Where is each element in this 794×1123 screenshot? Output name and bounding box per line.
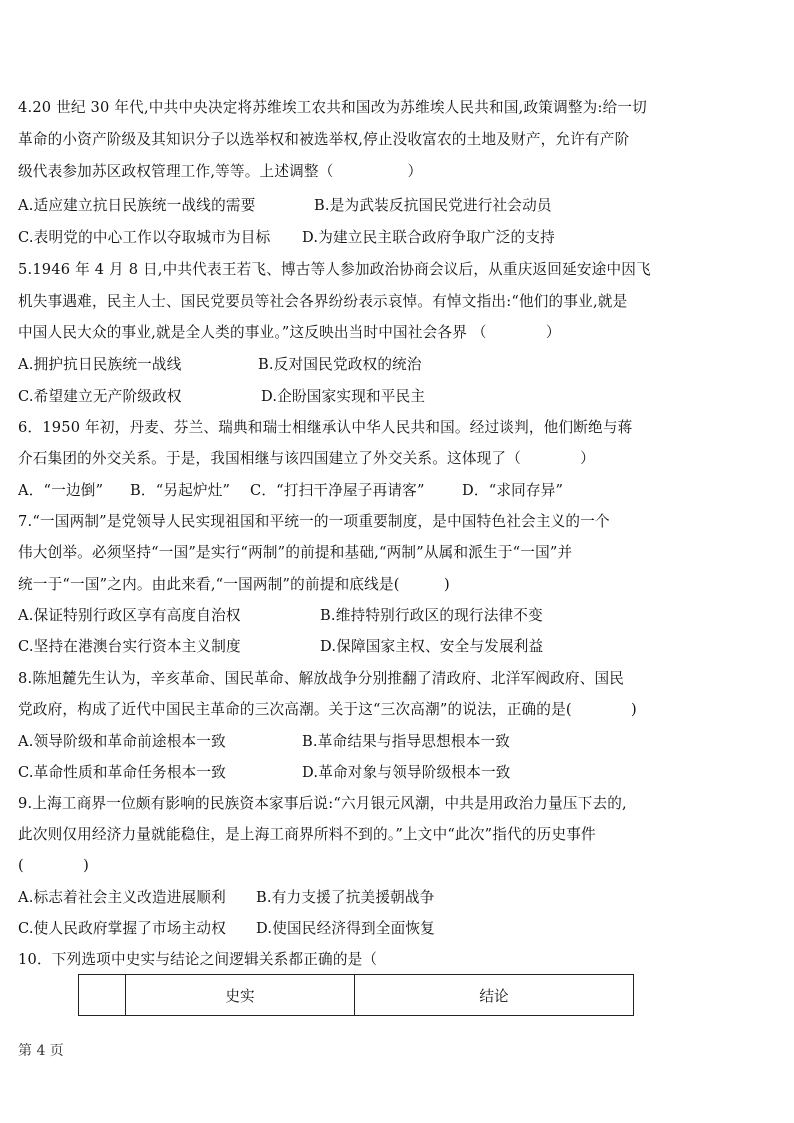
q7-line-1: 7.“一国两制”是党领导人民实现祖国和平统一的一项重要制度，是中国特色社会主义的一个 [18, 513, 610, 530]
q4-line-2: 革命的小资产阶级及其知识分子以选举权和被选举权,停止没收富农的土地及财产，允许有产阶 [18, 131, 630, 148]
q4-option-d: D.为建立民主联合政府争取广泛的支持 [302, 229, 555, 246]
q6-line-1: 6．1950 年初，丹麦、芬兰、瑞典和瑞士相继承认中华人民共和国。经过谈判，他们断绝与蒋 [18, 419, 633, 436]
q5-option-b: B.反对国民党政权的统治 [258, 356, 422, 373]
table-header-fact: 史实 [126, 975, 355, 1016]
q6-line-2: 介石集团的外交关系。于是，我国相继与该四国建立了外交关系。这体现了（ ） [18, 450, 595, 467]
q9-option-a: A.标志着社会主义改造进展顺利 [18, 889, 226, 906]
q4-option-a: A.适应建立抗日民族统一战线的需要 [18, 197, 256, 214]
q4-options-row-2 [18, 227, 788, 249]
q8-options-row-1 [18, 731, 788, 753]
q8-option-a: A.领导阶级和革命前途根本一致 [18, 733, 226, 750]
q9-option-d: D.使国民经济得到全面恢复 [256, 920, 435, 937]
q9-option-b: B.有力支援了抗美援朝战争 [256, 889, 435, 906]
q4-line-1: 4.20 世纪 30 年代,中共中央决定将苏维埃工农共和国改为苏维埃人民共和国,政策调整为:给一切 [18, 99, 647, 116]
q10-table [78, 974, 634, 1016]
q6-options-row [18, 480, 788, 502]
q9-options-row-1 [18, 887, 788, 909]
page-footer: 第 4 页 [18, 1043, 64, 1059]
q8-option-b: B.革命结果与指导思想根本一致 [302, 733, 511, 750]
q10-line-1: 10．下列选项中史实与结论之间逻辑关系都正确的是（ [18, 951, 378, 968]
q5-line-3: 中国人民大众的事业,就是全人类的事业。”这反映出当时中国社会各界 （ ） [18, 324, 561, 341]
q6-option-d: D．“求同存异” [462, 482, 564, 499]
q8-options-row-2 [18, 762, 788, 784]
table-header-row [79, 975, 634, 1016]
q5-line-2: 机失事遇难，民主人士、国民党要员等社会各界纷纷表示哀悼。有悼文指出:“他们的事业,就是 [18, 293, 628, 310]
table-header-conclusion: 结论 [355, 975, 634, 1016]
q4-option-b: B.是为武装反抗国民党进行社会动员 [314, 197, 552, 214]
q7-option-c: C.坚持在港澳台实行资本主义制度 [18, 638, 241, 655]
q6-option-b: B．“另起炉灶” [130, 482, 231, 499]
q4-option-c: C.表明党的中心工作以夺取城市为目标 [18, 229, 271, 246]
q7-option-b: B.维持特别行政区的现行法律不变 [320, 607, 543, 624]
table-header-empty [79, 975, 126, 1016]
q9-options-row-2 [18, 918, 788, 940]
q7-options-row-2 [18, 636, 788, 658]
q7-options-row-1 [18, 605, 788, 627]
q4-line-3: 级代表参加苏区政权管理工作,等等。上述调整（ ） [18, 163, 423, 180]
q5-option-a: A.拥护抗日民族统一战线 [18, 356, 182, 373]
q8-option-d: D.革命对象与领导阶级根本一致 [302, 764, 511, 781]
q9-option-c: C.使人民政府掌握了市场主动权 [18, 920, 227, 937]
q5-option-d: D.企盼国家实现和平民主 [261, 388, 426, 405]
q6-option-a: A．“一边倒” [18, 482, 104, 499]
q5-options-row-1 [18, 354, 788, 376]
q9-line-2: 此次则仅用经济力量就能稳住，是上海工商界所料不到的。”上文中“此次”指代的历史事件 [18, 826, 596, 843]
q7-option-a: A.保证特别行政区享有高度自治权 [18, 607, 241, 624]
q4-options-row-1 [18, 195, 788, 217]
q7-line-3: 统一于“一国”之内。由此来看,“一国两制”的前提和底线是( ) [18, 576, 450, 593]
q5-line-1: 5.1946 年 4 月 8 日,中共代表王若飞、博古等人参加政治协商会议后，从重庆返回延安途中因飞 [18, 261, 651, 278]
q9-line-3: ( ) [18, 857, 89, 874]
q8-option-c: C.革命性质和革命任务根本一致 [18, 764, 227, 781]
q8-line-2: 党政府，构成了近代中国民主革命的三次高潮。关于这“三次高潮”的说法，正确的是( ) [18, 701, 637, 718]
q7-line-2: 伟大创举。必须坚持“一国”是实行“两制”的前提和基础,“两制”从属和派生于“一国”并 [18, 544, 573, 561]
q6-option-c: C．“打扫干净屋子再请客” [250, 482, 425, 499]
q5-option-c: C.希望建立无产阶级政权 [18, 388, 182, 405]
q9-line-1: 9.上海工商界一位颇有影响的民族资本家事后说:“六月银元风潮，中共是用政治力量压下去的, [18, 795, 627, 812]
q7-option-d: D.保障国家主权、安全与发展利益 [320, 638, 544, 655]
q8-line-1: 8.陈旭麓先生认为，辛亥革命、国民革命、解放战争分别推翻了清政府、北洋军阀政府、国民 [18, 670, 625, 687]
q5-options-row-2 [18, 386, 788, 408]
